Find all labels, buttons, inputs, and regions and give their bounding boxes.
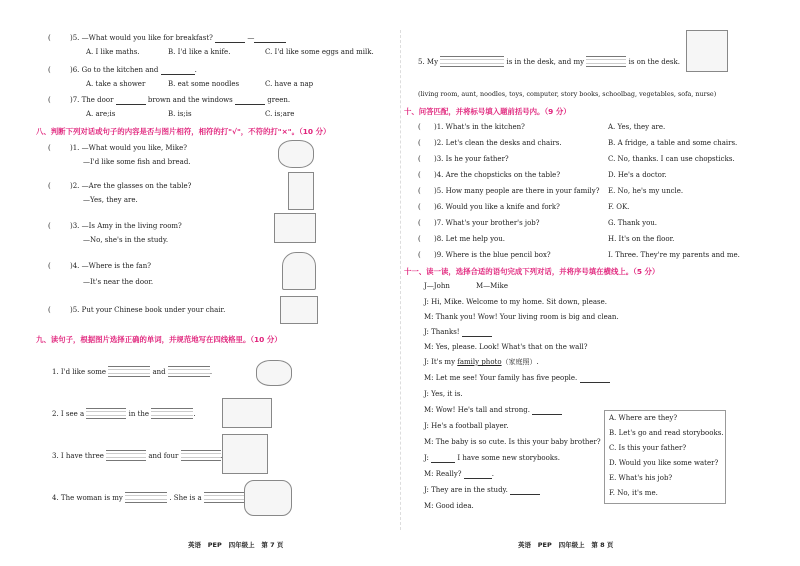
page-divider (400, 30, 401, 530)
footer-left: 英语 PEP 四年级上 第 7 页 (188, 541, 284, 549)
match-question: )9. Where is the blue pencil box? (434, 251, 551, 259)
option-f: F. No, it's me. (609, 489, 658, 497)
match-paren[interactable]: ( (418, 219, 421, 227)
match-answer: E. No, he's my uncle. (608, 187, 684, 195)
answer-blank[interactable] (235, 97, 265, 105)
s8-3-line2: —No, she's in the study. (83, 236, 169, 244)
q7-option-b[interactable]: B. is;is (168, 110, 192, 118)
match-answer: H. It's on the floor. (608, 235, 675, 243)
answer-blank[interactable] (161, 67, 195, 75)
match-question: )2. Let's clean the desks and chairs. (434, 139, 562, 147)
paren-q6: ( (48, 66, 51, 74)
q7-option-a[interactable]: A. are;is (86, 110, 116, 118)
s8-4-line2: —It's near the door. (83, 278, 154, 286)
option-b: B. Let's go and read storybooks. (609, 429, 724, 437)
writing-lines[interactable] (181, 450, 221, 461)
writing-lines[interactable] (108, 366, 150, 377)
s8-2-line1: )2. —Are the glasses on the table? (70, 182, 192, 190)
dialog-line-9: J: He's a football player. (424, 422, 509, 430)
dialog-line-10: M: The baby is so cute. Is this your baby brother? (424, 438, 601, 446)
writing-lines[interactable] (106, 450, 146, 461)
s8-1-line2: —I'd like some fish and bread. (83, 158, 191, 166)
match-answer: G. Thank you. (608, 219, 658, 227)
match-paren[interactable]: ( (418, 155, 421, 163)
s8-4-line1: )4. —Where is the fan? (70, 262, 151, 270)
match-question: )4. Are the chopsticks on the table? (434, 171, 561, 179)
writing-lines[interactable] (440, 56, 504, 67)
dialog-line-3: J: Thanks! (424, 328, 492, 337)
match-question: )6. Would you like a knife and fork? (434, 203, 560, 211)
q6-option-b[interactable]: B. eat some noodles (168, 80, 240, 88)
dialog-line-2: M: Thank you! Wow! Your living room is big and clean. (424, 313, 619, 321)
s8-5-line1: )5. Put your Chinese book under your chair. (70, 306, 226, 314)
dialog-line-12: M: Really? . (424, 470, 494, 478)
window-picture (282, 252, 316, 290)
answer-blank[interactable] (580, 375, 610, 383)
match-question: )3. Is he your father? (434, 155, 509, 163)
q5-option-b[interactable]: B. I'd like a knife. (168, 48, 231, 56)
section-9-title: 九、读句子，根据图片选择正确的单词，并规范地写在四线格里。（10 分） (36, 335, 282, 344)
q6-option-c[interactable]: C. have a nap (265, 80, 314, 88)
match-paren[interactable]: ( (418, 123, 421, 131)
match-question: )1. What's in the kitchen? (434, 123, 525, 131)
paren-s8-2: ( (48, 182, 51, 190)
dialog-line-13: J: They are in the study. (424, 486, 540, 495)
match-answer: B. A fridge, a table and some chairs. (608, 139, 738, 147)
q7-option-c[interactable]: C. is;are (265, 110, 295, 118)
child-books-picture (222, 434, 268, 474)
answer-blank[interactable] (462, 329, 492, 337)
q7-text: )7. The door brown and the windows green. (70, 96, 291, 104)
footer-right: 英语 PEP 四年级上 第 8 页 (518, 541, 614, 549)
match-paren[interactable]: ( (418, 203, 421, 211)
s8-2-line2: —Yes, they are. (83, 196, 138, 204)
dialog-line-8: M: Wow! He's tall and strong. (424, 406, 562, 415)
match-paren[interactable]: ( (418, 235, 421, 243)
dialog-line-5: J: It's my family photo（家庭照）. (424, 358, 539, 366)
dialog-line-4: M: Yes, please. Look! What's that on the wall? (424, 343, 588, 351)
q6-option-a[interactable]: A. take a shower (86, 80, 146, 88)
match-question: )7. What's your brother's job? (434, 219, 540, 227)
q5-text: )5. —What would you like for breakfast? — (70, 34, 286, 43)
writing-lines[interactable] (586, 56, 626, 67)
food-picture (256, 360, 292, 386)
legend-mike: M—Mike (476, 282, 508, 290)
dialog-line-1: J: Hi, Mike. Welcome to my home. Sit down, please. (424, 298, 608, 306)
answer-blank[interactable] (431, 455, 455, 463)
writing-lines[interactable] (86, 408, 126, 419)
word-bank: (living room, aunt, noodles, toys, computer, story books, schoolbag, vegetables, sofa, nurse) (418, 90, 717, 98)
writing-lines[interactable] (204, 492, 246, 503)
s9-q4: 4. The woman is my . She is a (52, 492, 248, 503)
match-paren[interactable]: ( (418, 139, 421, 147)
option-e: E. What's his job? (609, 474, 673, 482)
match-answer: I. Three. They're my parents and me. (608, 251, 740, 259)
q6-text: )6. Go to the kitchen and . (70, 66, 197, 74)
desk-computer-picture (686, 30, 728, 72)
s8-3-line1: )3. —Is Amy in the living room? (70, 222, 182, 230)
match-question: )8. Let me help you. (434, 235, 505, 243)
legend-john: J—John (424, 282, 450, 290)
room-picture (222, 398, 272, 428)
q5-option-a[interactable]: A. I like maths. (86, 48, 140, 56)
writing-lines[interactable] (151, 408, 193, 419)
match-answer: F. OK. (608, 203, 630, 211)
answer-blank[interactable] (532, 407, 562, 415)
r-q5: 5. My is in the desk, and my is on the desk. (418, 58, 680, 66)
dialog-line-6: M: Let me see! Your family has five people. (424, 374, 610, 383)
answer-blank[interactable] (254, 35, 286, 43)
section-10-title: 十、问答匹配，并将标号填入题前括号内。（9 分） (404, 107, 571, 116)
q5-option-c[interactable]: C. I'd like some eggs and milk. (265, 48, 374, 56)
paren-s8-1: ( (48, 144, 51, 152)
match-paren[interactable]: ( (418, 251, 421, 259)
match-paren[interactable]: ( (418, 187, 421, 195)
s9-q3: 3. I have three and four (52, 450, 223, 461)
match-answer: C. No, thanks. I can use chopsticks. (608, 155, 735, 163)
section-8-title: 八、判断下列对话或句子的内容是否与图片相符，相符的打"√"，不符的打"×"。（10 分） (36, 127, 331, 136)
paren-s8-5: ( (48, 306, 51, 314)
dialog-line-7: J: Yes, it is. (424, 390, 463, 398)
dialog-line-11: J: I have some new storybooks. (424, 454, 560, 462)
paren-s8-3: ( (48, 222, 51, 230)
answer-blank[interactable] (510, 487, 540, 495)
writing-lines[interactable] (125, 492, 167, 503)
option-a: A. Where are they? (609, 414, 678, 422)
s8-1-line1: )1. —What would you like, Mike? (70, 144, 187, 152)
cabinet-glasses-picture (288, 172, 314, 210)
option-c: C. Is this your father? (609, 444, 687, 452)
section-11-title: 十一、读一读，选择合适的语句完成下列对话，并将序号填在横线上。（5 分） (404, 267, 660, 276)
paren-s8-4: ( (48, 262, 51, 270)
match-answer: D. He's a doctor. (608, 171, 667, 179)
answer-blank[interactable] (215, 35, 245, 43)
living-room-picture (274, 213, 316, 243)
paren-q7: ( (48, 96, 51, 104)
option-d: D. Would you like some water? (609, 459, 719, 467)
writing-lines[interactable] (168, 366, 210, 377)
dialog-line-14: M: Good idea. (424, 502, 474, 510)
match-answer: A. Yes, they are. (608, 123, 666, 131)
fish-bread-picture (278, 140, 314, 168)
match-question: )5. How many people are there in your family? (434, 187, 600, 195)
s9-q1: 1. I'd like some and . (52, 368, 213, 376)
paren-q5: ( (48, 34, 51, 42)
match-paren[interactable]: ( (418, 171, 421, 179)
answer-blank[interactable] (464, 471, 492, 479)
options-box (604, 410, 726, 504)
s9-q2: 2. I see a in the . (52, 410, 196, 418)
chair-picture (280, 296, 318, 324)
family-picture (244, 480, 292, 516)
answer-blank[interactable] (116, 97, 146, 105)
